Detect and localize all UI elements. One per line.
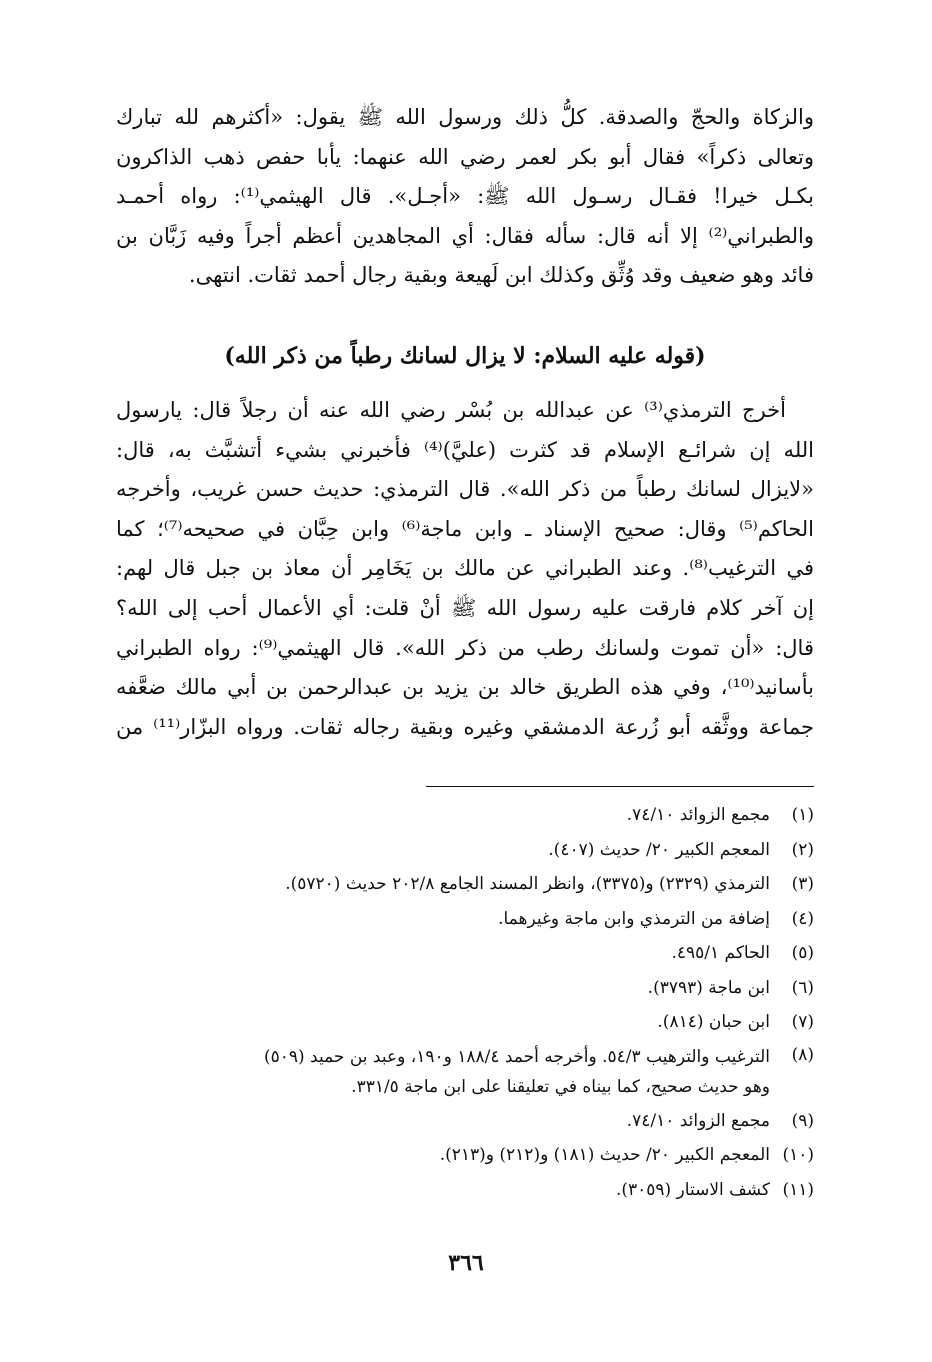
footnote-text: ابن حبان (٨١٤). <box>657 1012 770 1032</box>
footnote-text: إضافة من الترمذي وابن ماجة وغيرهما. <box>498 908 770 929</box>
footnote-separator <box>426 786 814 787</box>
footnote-text: الترغيب والترهيب ٥٤/٣. وأخرجه أحمد ١٨٨/٤ و١٩٠، وعبد بن حميد (٥٠٩) <box>263 1046 770 1067</box>
footnote-number: (٧) <box>791 1012 814 1032</box>
paragraph-2-line: جماعة ووثَّقه أبو زُرعة الدمشقي وغيره وبقية رجاله ثقات. ورواه البزّار⁽¹¹⁾ من <box>116 714 814 739</box>
footnote-10 <box>100 1138 814 1173</box>
footnote-9 <box>100 1104 814 1139</box>
footnote-text: الترمذي (٢٣٢٩) و(٣٣٧٥)، وانظر المسند الجامع ٢٠٢/٨ حديث (٥٧٢٠). <box>285 874 770 894</box>
footnote-number: (٩) <box>791 1110 814 1131</box>
paragraph-2-line: إن آخر كلام فارقت عليه رسول الله ﷺ أنْ قلت: أي الأعمال أحب إلى الله؟ <box>116 595 814 620</box>
footnote-text: مجمع الزوائد ٧٤/١٠. <box>626 1110 770 1131</box>
paragraph-2-line: بأسانيد⁽¹⁰⁾، وفي هذه الطريق خالد بن يزيد بن عبدالرحمن بن أبي مالك ضعَّفه <box>116 675 814 700</box>
paragraph-1-line: فائد وهو ضعيف وقد وُثِّق وكذلك ابن لَهيعة وبقية رجال أحمد ثقات. انتهى. <box>188 263 814 288</box>
footnote-text: المعجم الكبير ٢٠/ حديث (١٨١) و(٢١٢) و(٢١٣). <box>439 1145 770 1165</box>
footnote-4 <box>100 902 814 937</box>
footnote-number: (٢) <box>791 839 814 860</box>
footnote-text: مجمع الزوائد ٧٤/١٠. <box>626 805 770 825</box>
footnote-text: المعجم الكبير ٢٠/ حديث (٤٠٧). <box>548 839 770 860</box>
footnote-3 <box>100 867 814 902</box>
paragraph-2-line: الحاكم⁽⁵⁾ وقال: صحيح الإسناد ـ وابن ماجة⁽⁶⁾ وابن حِبَّان في صحيحه⁽⁷⁾؛ كما <box>116 516 814 541</box>
paragraph-1-line: بكـل خيرا! فقـال رسـول الله ﷺ: «أجـل». قال الهيثمي⁽¹⁾: رواه أحمـد <box>116 184 814 209</box>
paragraph-1-line: والطبراني⁽²⁾ إلا أنه قال: سأله فقال: أي المجاهدين أعظم أجراً وفيه زَبَّان بن <box>116 223 814 248</box>
footnote-number: (٦) <box>791 977 814 998</box>
footnote-number: (١١) <box>782 1179 814 1200</box>
paragraph-2-line: «لايزال لسانك رطباً من ذكر الله». قال الترمذي: حديث حسن غريب، وأخرجه <box>116 477 814 502</box>
footnote-number: (٣) <box>791 874 814 894</box>
footnote-text: وهو حديث صحيح، كما بيناه في تعليقنا على ابن ماجة ٣٣١/٥. <box>351 1076 770 1097</box>
section-heading: (قوله عليه السلام: لا يزال لسانك رطباً من ذكر الله) <box>224 343 706 369</box>
footnote-8 <box>100 1040 814 1104</box>
footnote-11 <box>100 1173 814 1208</box>
footnote-1 <box>100 798 814 833</box>
footnote-number: (٥) <box>791 943 814 963</box>
footnote-5 <box>100 936 814 971</box>
footnote-text: الحاكم ٤٩٥/١. <box>671 943 770 963</box>
footnote-text: كشف الاستار (٣٠٥٩). <box>615 1179 770 1200</box>
footnote-number: (١٠) <box>782 1145 814 1165</box>
paragraph-2-line: أخرج الترمذي⁽³⁾ عن عبدالله بن بُسْر رضي الله عنه أن رجلاً قال: يارسول <box>116 398 786 422</box>
footnote-6 <box>100 971 814 1006</box>
footnotes <box>100 798 814 1207</box>
page-number: ٣٦٦ <box>448 1250 484 1276</box>
footnote-7 <box>100 1005 814 1040</box>
paragraph-1 <box>116 98 814 296</box>
paragraph-2-line: في الترغيب⁽⁸⁾. وعند الطبراني عن مالك بن يَخَامِر أن معاذ بن جبل قال لهم: <box>116 556 814 581</box>
footnote-2 <box>100 833 814 868</box>
footnote-number: (٨) <box>791 1044 814 1065</box>
paragraph-2-line: قال: «أن تموت ولسانك رطب من ذكر الله». قال الهيثمي⁽⁹⁾: رواه الطبراني <box>116 635 814 660</box>
paragraph-1-line: والزكاة والحجّ والصدقة. كلُّ ذلك ورسول الله ﷺ يقول: «أكثرهم لله تبارك <box>116 105 814 129</box>
paragraph-2-line: الله إن شرائـع الإسلام قد كثرت (عليَّ)⁽⁴⁾ فأخبرني بشيء أتشبَّث به، قال: <box>116 437 815 462</box>
footnote-number: (١) <box>791 805 814 825</box>
paragraph-1-line: وتعالى ذكراً» فقال أبو بكر لعمر رضي الله عنهما: يأبا حفص ذهب الذاكرون <box>116 144 814 169</box>
footnote-text: ابن ماجة (٣٧٩٣). <box>647 977 770 998</box>
paragraph-2 <box>116 391 814 747</box>
footnote-number: (٤) <box>791 908 814 929</box>
